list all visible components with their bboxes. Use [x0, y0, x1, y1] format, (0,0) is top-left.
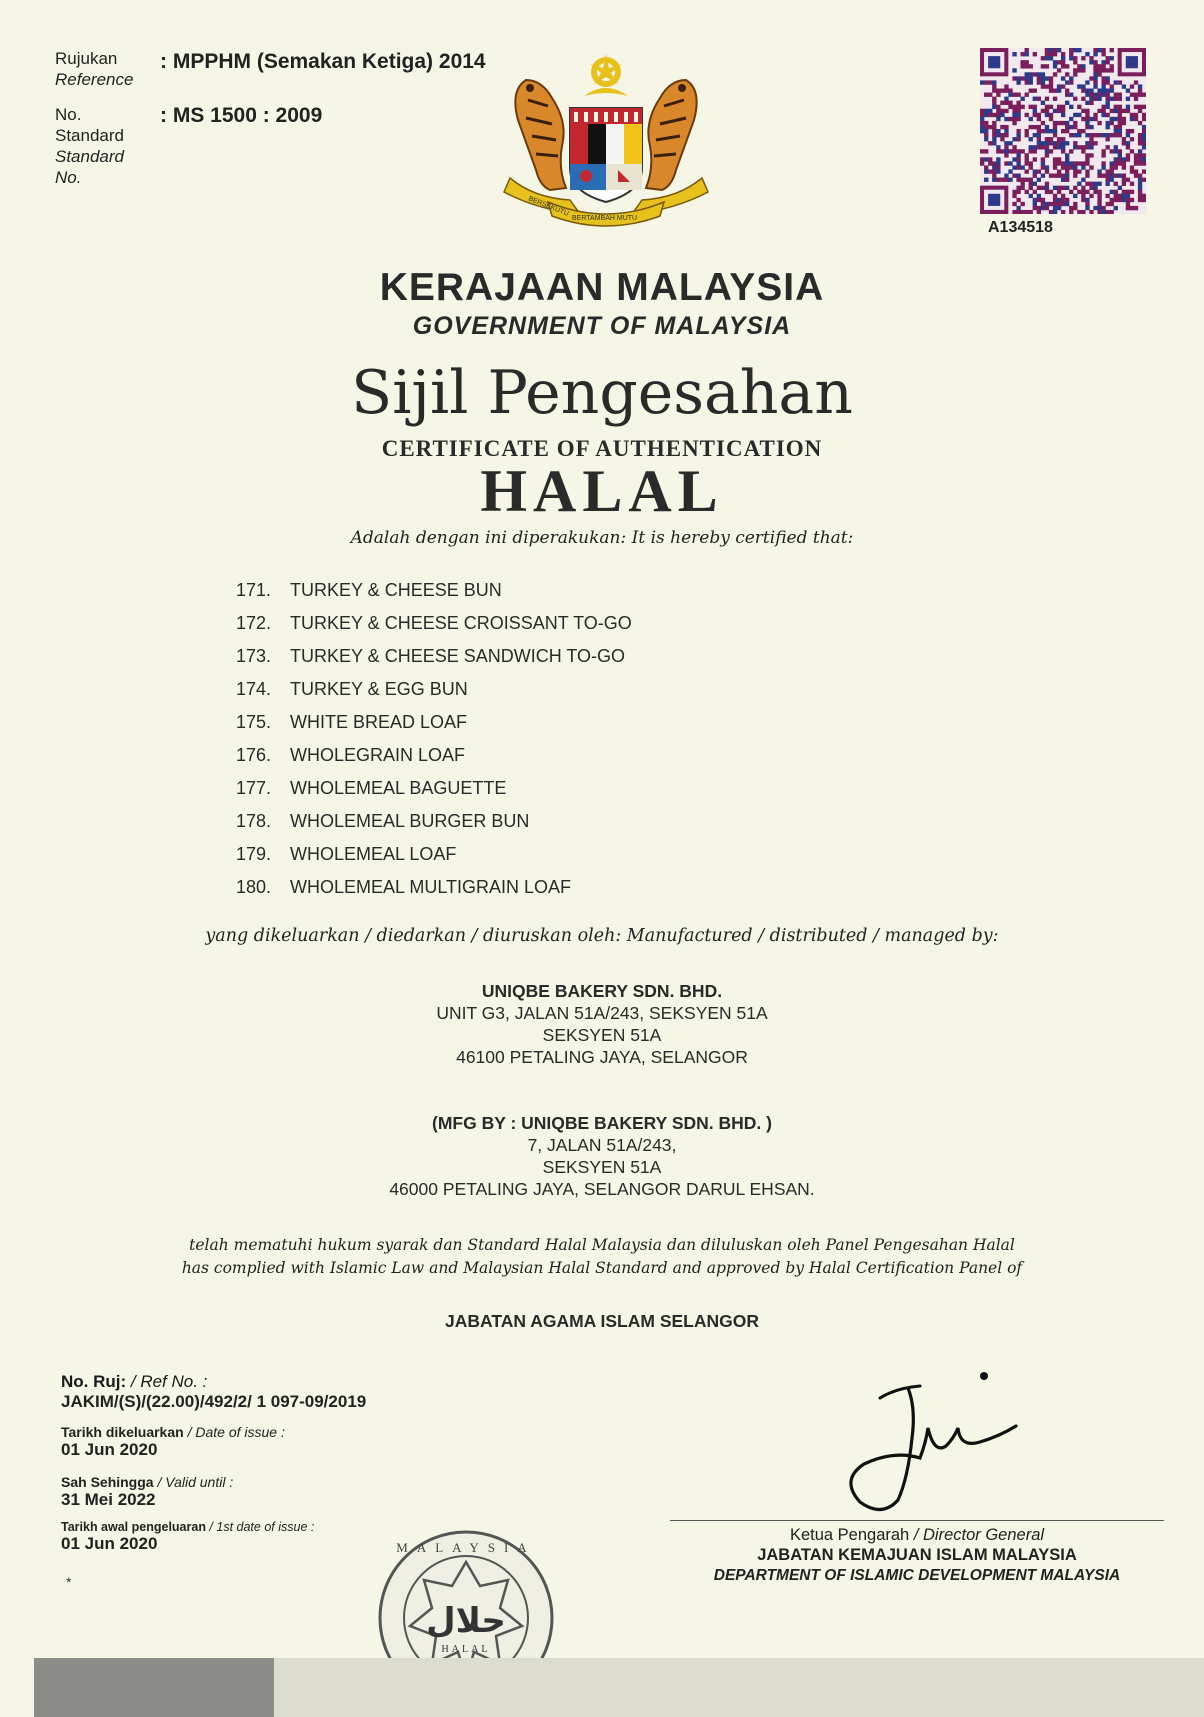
- product-list: [236, 574, 632, 904]
- reference-label-en: Reference: [55, 70, 134, 89]
- product-name: WHOLEMEAL BAGUETTE: [290, 778, 507, 798]
- company-address-line2: SEKSYEN 51A: [542, 1025, 662, 1045]
- reference-label: [55, 48, 133, 90]
- reference-value: : MPPHM (Semakan Ketiga) 2014: [160, 50, 486, 73]
- issue-date-value: 01 Jun 2020: [61, 1440, 158, 1459]
- product-number: 174.: [236, 679, 272, 699]
- product-name: WHITE BREAD LOAF: [290, 712, 468, 732]
- signatory-dept-ms: JABATAN KEMAJUAN ISLAM MALAYSIA: [757, 1546, 1077, 1564]
- product-item: [236, 574, 632, 607]
- product-item: [236, 838, 632, 871]
- mfg-name: (MFG BY : UNIQBE BAKERY SDN. BHD. ): [432, 1113, 772, 1133]
- signatory-title-ms: Ketua Pengarah: [789, 1526, 910, 1544]
- standard-label-ms-2: Standard: [55, 126, 124, 145]
- qr-code: [980, 48, 1146, 214]
- product-name: TURKEY & CHEESE BUN: [290, 580, 502, 600]
- product-item: [236, 772, 632, 805]
- company-address-line1: UNIT G3, JALAN 51A/243, SEKSYEN 51A: [436, 1003, 768, 1023]
- compliance-line-ms: telah mematuhi hukum syarak dan Standard Halal Malaysia dan diluluskan oleh Panel Pengesahan Halal: [189, 1236, 1015, 1254]
- signature: [820, 1368, 1050, 1518]
- star-icon: [590, 54, 622, 87]
- first-issue-label-en: / 1st date of issue :: [205, 1520, 315, 1534]
- first-issue-value: 01 Jun 2020: [61, 1534, 158, 1553]
- valid-until-label-en: / Valid until :: [153, 1474, 234, 1490]
- emblem-ribbon-mid-text: BERTAMBAH MUTU: [572, 215, 638, 222]
- valid-until-value: 31 Mei 2022: [61, 1490, 156, 1509]
- malaysia-coat-of-arms: [488, 50, 724, 230]
- product-name: WHOLEGRAIN LOAF: [290, 745, 466, 765]
- product-number: 175.: [236, 712, 272, 732]
- title-sijil-pengesahan: Sijil Pengesahan: [351, 358, 853, 428]
- product-item: [236, 871, 632, 904]
- qr-finder-pattern: [980, 48, 1008, 76]
- qr-finder-pattern: [1118, 48, 1146, 76]
- product-number: 176.: [236, 745, 272, 765]
- product-name: WHOLEMEAL LOAF: [290, 844, 457, 864]
- standard-value: : MS 1500 : 2009: [160, 104, 323, 127]
- issuing-authority: JABATAN AGAMA ISLAM SELANGOR: [444, 1311, 760, 1331]
- compliance-line-en: has complied with Islamic Law and Malaysian Halal Standard and approved by Halal Certification Panel of: [181, 1259, 1023, 1277]
- seal-center-text: HALAL: [441, 1644, 491, 1655]
- product-number: 177.: [236, 778, 272, 798]
- company-name: UNIQBE BAKERY SDN. BHD.: [481, 981, 723, 1001]
- qr-finder-pattern: [980, 186, 1008, 214]
- product-name: TURKEY & EGG BUN: [290, 679, 468, 699]
- product-item: [236, 640, 632, 673]
- product-name: WHOLEMEAL BURGER BUN: [290, 811, 530, 831]
- bottom-light-strip: [274, 1658, 1204, 1717]
- first-issue-label: Tarikh awal pengeluaran: [61, 1520, 206, 1534]
- product-name: WHOLEMEAL MULTIGRAIN LOAF: [290, 877, 572, 897]
- ref-no-label: No. Ruj:: [61, 1372, 127, 1391]
- product-number: 171.: [236, 580, 272, 600]
- standard-label-en-2: No.: [55, 168, 82, 187]
- company-address-line3: 46100 PETALING JAYA, SELANGOR: [456, 1047, 748, 1067]
- product-item: [236, 706, 632, 739]
- issue-date-label-en: / Date of issue :: [183, 1424, 285, 1440]
- product-item: [236, 673, 632, 706]
- standard-label-ms-1: No.: [55, 105, 82, 124]
- seal-ring-text: MALAYSIA: [396, 1540, 536, 1555]
- product-item: [236, 739, 632, 772]
- product-item: [236, 607, 632, 640]
- product-number: 172.: [236, 613, 272, 633]
- product-name: TURKEY & CHEESE SANDWICH TO-GO: [290, 646, 626, 666]
- product-number: 180.: [236, 877, 272, 897]
- mfg-block: [0, 1112, 1204, 1200]
- tiger-left-icon: [515, 80, 566, 190]
- emblem-ribbon-left-text: BERSEKUTU: [527, 195, 570, 218]
- signatory-dept-en: DEPARTMENT OF ISLAMIC DEVELOPMENT MALAYSIA: [713, 1567, 1121, 1584]
- product-item: [236, 805, 632, 838]
- reference-label-ms: Rujukan: [55, 49, 118, 68]
- reference-number-block: [61, 1372, 366, 1412]
- mfg-address-line3: 46000 PETALING JAYA, SELANGOR DARUL EHSAN.: [389, 1179, 815, 1199]
- bottom-dark-strip: [34, 1658, 274, 1717]
- signatory-title-en: / Director General: [909, 1526, 1045, 1544]
- shield-icon: [570, 108, 642, 202]
- tiger-right-icon: [646, 80, 697, 190]
- ref-no-value: JAKIM/(S)/(22.00)/492/2/ 1 097-09/2019: [61, 1392, 367, 1411]
- certified-line: Adalah dengan ini diperakukan: It is hereby certified that:: [350, 528, 854, 548]
- valid-until-label: Sah Sehingga: [61, 1474, 154, 1490]
- mfg-address-line2: SEKSYEN 51A: [542, 1157, 662, 1177]
- standard-label: [55, 104, 124, 188]
- product-number: 173.: [236, 646, 272, 666]
- title-certificate: CERTIFICATE OF AUTHENTICATION: [381, 436, 823, 461]
- product-number: 178.: [236, 811, 272, 831]
- first-issue-block: [61, 1520, 314, 1554]
- title-kerajaan: KERAJAAN MALAYSIA: [379, 266, 825, 309]
- signatory-title: [670, 1526, 1164, 1545]
- issue-date-block: [61, 1424, 285, 1460]
- signature-line: [670, 1520, 1164, 1521]
- standard-label-en-1: Standard: [55, 147, 124, 166]
- serial-number: A134518: [988, 219, 1053, 236]
- seal-arabic-text: حلال: [426, 1601, 506, 1641]
- valid-until-block: [61, 1474, 233, 1510]
- product-name: TURKEY & CHEESE CROISSANT TO-GO: [290, 613, 632, 633]
- title-halal: HALAL: [480, 458, 724, 524]
- ref-no-label-en: / Ref No. :: [126, 1372, 208, 1391]
- manufacturer-intro: yang dikeluarkan / diedarkan / diuruskan oleh: Manufactured / distributed / managed by:: [205, 926, 999, 946]
- product-number: 179.: [236, 844, 272, 864]
- manufacturer-block: [0, 980, 1204, 1068]
- issue-date-label: Tarikh dikeluarkan: [61, 1424, 184, 1440]
- small-asterisk: *: [66, 1574, 72, 1590]
- title-government: GOVERNMENT OF MALAYSIA: [412, 312, 792, 340]
- mfg-address-line1: 7, JALAN 51A/243,: [527, 1135, 677, 1155]
